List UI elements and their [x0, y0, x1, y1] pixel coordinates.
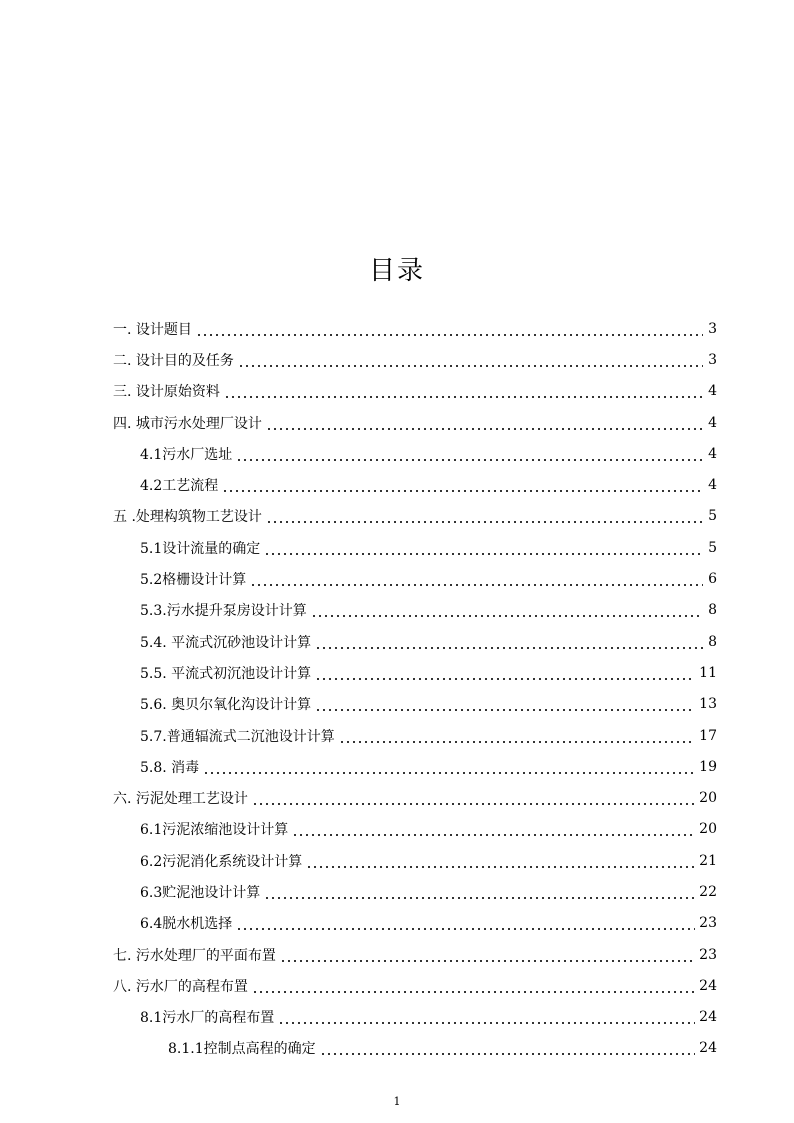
toc-leader-dots — [311, 604, 703, 618]
toc-entry[interactable] — [113, 908, 717, 939]
toc-entry[interactable] — [113, 344, 717, 375]
toc-entry-page: 20 — [699, 790, 717, 807]
toc-entry-label: 6.3贮泥池设计计算 — [140, 884, 261, 901]
toc-entry[interactable] — [113, 563, 717, 594]
toc-entry-page: 17 — [699, 727, 717, 744]
toc-leader-dots — [280, 949, 695, 963]
toc-entry-page: 6 — [708, 571, 717, 588]
toc-leader-dots — [292, 823, 695, 837]
toc-leader-dots — [252, 792, 695, 806]
toc-leader-dots — [266, 510, 703, 524]
toc-leader-dots — [238, 354, 703, 368]
toc-entry-label: 5.2格栅设计计算 — [140, 572, 247, 589]
toc-entry-label: 8.1.1控制点高程的确定 — [168, 1041, 316, 1058]
toc-entry[interactable] — [113, 1002, 717, 1033]
toc-entry[interactable] — [113, 876, 717, 907]
toc-leader-dots — [320, 1042, 696, 1056]
toc-entry[interactable] — [113, 720, 717, 751]
toc-entry-label: 8.1污水厂的高程布置 — [140, 1010, 275, 1027]
toc-entry[interactable] — [113, 438, 717, 469]
toc-entry-label: 5.1设计流量的确定 — [140, 540, 261, 557]
toc-entry-page: 11 — [699, 664, 717, 681]
toc-entry-page: 22 — [699, 883, 717, 900]
toc-entry[interactable] — [113, 313, 717, 344]
toc-entry[interactable] — [113, 407, 717, 438]
toc-leader-dots — [315, 698, 695, 712]
toc-entry-page: 13 — [699, 696, 717, 713]
toc-entry-label: 五 .处理构筑物工艺设计 — [113, 509, 262, 526]
toc-entry-label: 6.1污泥浓缩池设计计算 — [140, 822, 289, 839]
toc-entry-label: 5.3.污水提升泵房设计计算 — [140, 603, 307, 620]
toc-entry-label: 5.8. 消毒 — [140, 759, 200, 776]
toc-entry-label: 三. 设计原始资料 — [113, 384, 220, 401]
toc-entry-page: 8 — [708, 633, 717, 650]
toc-entry-label: 八. 污水厂的高程布置 — [113, 978, 248, 995]
toc-leader-dots — [278, 1011, 695, 1025]
toc-entry-label: 5.5. 平流式初沉池设计计算 — [140, 665, 312, 682]
toc-entry-page: 4 — [708, 477, 717, 494]
toc-entry-label: 5.7.普通辐流式二沉池设计计算 — [140, 728, 335, 745]
toc-entry-page: 23 — [699, 946, 717, 963]
toc-entry-page: 3 — [708, 351, 717, 368]
toc-entry-label: 二. 设计目的及任务 — [113, 352, 234, 369]
toc-entry-page: 19 — [699, 758, 717, 775]
toc-leader-dots — [264, 542, 703, 556]
toc-leader-dots — [250, 573, 703, 587]
toc-entry[interactable] — [113, 845, 717, 876]
toc-entry-page: 24 — [699, 1040, 717, 1057]
toc-entry[interactable] — [113, 814, 717, 845]
toc-entry-page: 20 — [699, 821, 717, 838]
toc-entry-page: 24 — [699, 1009, 717, 1026]
page-number: 1 — [393, 1095, 401, 1108]
toc-entry-page: 4 — [708, 414, 717, 431]
toc-leader-dots — [236, 917, 695, 931]
toc-entry-page: 4 — [708, 383, 717, 400]
toc-entry[interactable] — [113, 501, 717, 532]
toc-entry-page: 4 — [708, 445, 717, 462]
toc-entry-label: 四. 城市污水处理厂设计 — [113, 415, 262, 432]
toc-entry[interactable] — [113, 689, 717, 720]
toc-leader-dots — [315, 667, 695, 681]
toc-entry-label: 六. 污泥处理工艺设计 — [113, 791, 248, 808]
toc-leader-dots — [266, 417, 703, 431]
toc-entry-label: 一. 设计题目 — [113, 321, 192, 338]
toc-entry-page: 21 — [699, 852, 717, 869]
toc-entry-label: 6.2污泥消化系统设计计算 — [140, 853, 303, 870]
toc-entry-label: 5.6. 奥贝尔氧化沟设计计算 — [140, 697, 312, 714]
toc-entry-label: 6.4脱水机选择 — [140, 916, 233, 933]
toc-entry[interactable] — [113, 469, 717, 500]
toc-entry-label: 5.4. 平流式沉砂池设计计算 — [140, 634, 312, 651]
toc-entry[interactable] — [113, 657, 717, 688]
toc-entry[interactable] — [113, 532, 717, 563]
toc-leader-dots — [252, 980, 695, 994]
toc-entry-page: 3 — [708, 320, 717, 337]
toc-entry-page: 5 — [708, 508, 717, 525]
toc-leader-dots — [339, 730, 695, 744]
toc-leader-dots — [306, 855, 695, 869]
table-of-contents — [113, 313, 717, 1064]
toc-entry-page: 8 — [708, 602, 717, 619]
toc-entry-page: 24 — [699, 977, 717, 994]
toc-leader-dots — [196, 323, 703, 337]
toc-entry[interactable] — [113, 782, 717, 813]
toc-entry[interactable] — [113, 939, 717, 970]
toc-leader-dots — [203, 761, 695, 775]
toc-leader-dots — [264, 886, 695, 900]
toc-entry[interactable] — [113, 1033, 717, 1064]
toc-entry-page: 5 — [708, 539, 717, 556]
toc-entry-page: 23 — [699, 915, 717, 932]
toc-leader-dots — [224, 385, 703, 399]
toc-leader-dots — [222, 479, 703, 493]
toc-entry-label: 4.2工艺流程 — [140, 478, 219, 495]
toc-leader-dots — [236, 448, 703, 462]
toc-entry[interactable] — [113, 970, 717, 1001]
toc-entry-label: 七. 污水处理厂的平面布置 — [113, 947, 276, 964]
toc-entry[interactable] — [113, 626, 717, 657]
toc-entry-label: 4.1污水厂选址 — [140, 446, 233, 463]
page-title: 目录 — [368, 256, 425, 286]
toc-entry[interactable] — [113, 376, 717, 407]
toc-entry[interactable] — [113, 595, 717, 626]
toc-entry[interactable] — [113, 751, 717, 782]
toc-leader-dots — [315, 636, 703, 650]
